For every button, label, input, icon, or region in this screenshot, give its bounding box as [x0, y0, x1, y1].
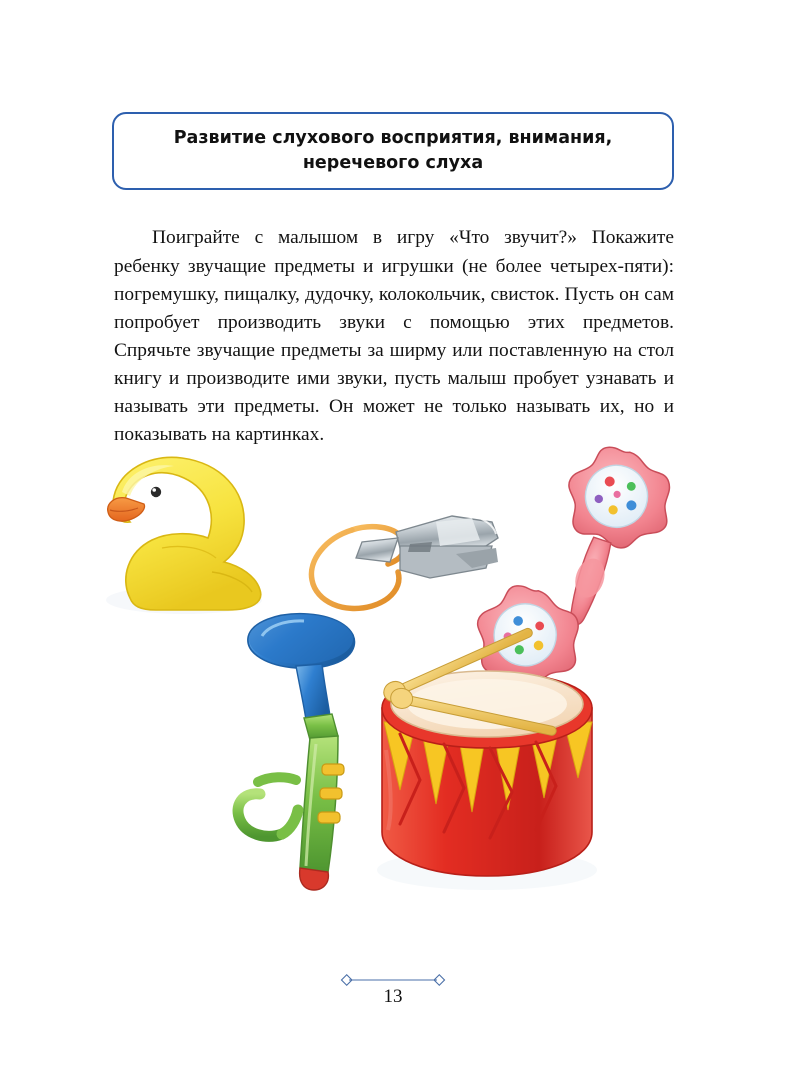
whistle-mouthpiece-icon: [356, 538, 398, 562]
body-paragraph: Поиграйте с малышом в игру «Что звучит?» Покажите ребенку звучащие предметы и игрушки (не более четырех-пяти): погремушку, пищалку, дудочку, колокольчик, свисток. Пусть он сам попробует производить звуки с помощью этих предметов. Спрячьте звучащие предметы за ширму или поставленную на стол книгу и производите ими звуки, пусть малыш пробует узнавать и называть эти предметы. Он может не только называть их, но и показывать на картинках.: [114, 227, 674, 446]
section-title-banner: [112, 112, 674, 190]
page-title-line-1: Развитие слухового восприятия, внимания,: [173, 127, 613, 148]
rattle-top-flower-icon: [555, 437, 684, 559]
trumpet-mouthpiece-icon: [300, 868, 329, 890]
trumpet-icon: [238, 614, 354, 890]
trumpet-valves-icon: [318, 764, 344, 823]
duck-eye-icon: [151, 487, 161, 497]
rattle-icon: [463, 424, 684, 712]
whistle-icon: [311, 516, 498, 608]
duck-beak-icon: [108, 498, 145, 521]
rubber-duck-icon: [106, 457, 262, 614]
trumpet-loop-icon: [238, 794, 282, 837]
page-number: 13: [383, 986, 403, 1007]
footer-ornament: [339, 973, 447, 985]
illustration-group: [100, 420, 690, 930]
page-title: [160, 126, 627, 177]
page-title-line-2: неречевого слуха: [302, 153, 484, 173]
